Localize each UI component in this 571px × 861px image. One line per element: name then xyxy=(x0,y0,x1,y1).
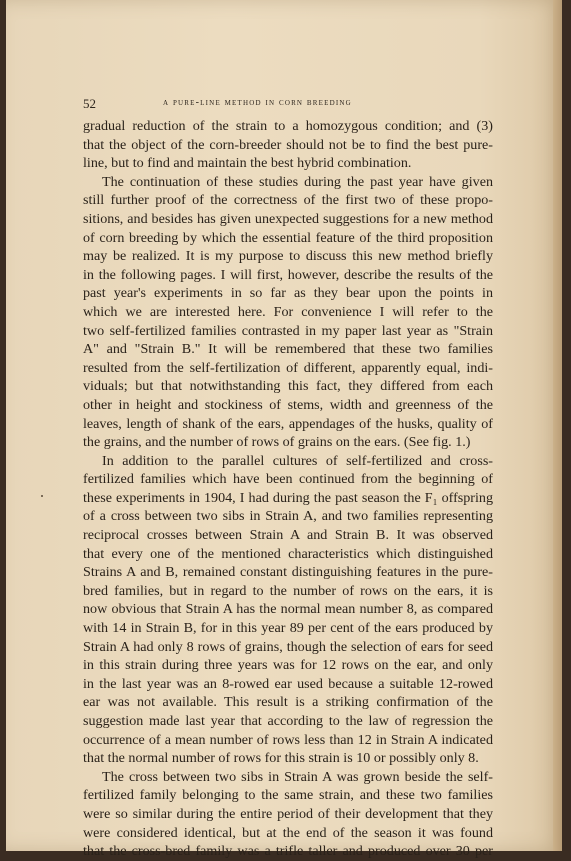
text-line: sitions, and besides has given unexpected suggestions for a new method xyxy=(83,210,493,227)
text-line: in the following pages. I will first, however, describe the results of the xyxy=(83,266,493,283)
page-header xyxy=(83,96,493,112)
paper-speck xyxy=(41,495,43,497)
text-line: that the normal number of rows for this strain is 10 or possibly only 8. xyxy=(83,750,479,767)
book-page xyxy=(6,0,562,860)
text-line: that every one of the mentioned characteristics which distinguished xyxy=(83,545,493,562)
text-line: of corn breeding by which the essential feature of the third proposition xyxy=(83,229,493,246)
text-line: Strain A had only 8 rows of grains, though the selection of ears for seed xyxy=(83,638,493,655)
text-line: bred families, but in regard to the number of rows on the ears, it is xyxy=(83,582,493,599)
text-line: still further proof of the correctness of the first two of these propo- xyxy=(83,192,493,209)
text-line: were so similar during the entire period of their development that they xyxy=(83,805,493,822)
text-line: which we are interested here. For convenience I will refer to the xyxy=(83,303,493,320)
text-line: leaves, length of shank of the ears, appendages of the husks, quality of xyxy=(83,415,493,432)
text-line: in the last year was an 8-rowed ear used because a suitable 12-rowed xyxy=(83,675,493,692)
text-line: fertilized family belonging to the same strain, and these two families xyxy=(83,787,493,804)
text-line: the grains, and the number of rows of grains on the ears. (See fig. 1.) xyxy=(83,434,471,451)
text-line: resulted from the self-fertilization of different, apparently equal, indi- xyxy=(83,359,493,376)
text-line: these experiments in 1904, I had during the past season the F₁ offspring xyxy=(83,489,493,506)
text-line: were considered identical, but at the end of the season it was found xyxy=(83,824,493,841)
running-head: a pure-line method in corn breeding xyxy=(163,97,352,108)
text-line: two self-fertilized families contrasted in my paper last year as "Strain xyxy=(83,322,493,339)
text-line: reciprocal crosses between Strain A and Strain B. It was observed xyxy=(83,527,493,544)
text-line: of a cross between two sibs in Strain A, and two families representing xyxy=(83,508,493,525)
text-line: that the cross-bred family was a trifle taller and produced over 30 per xyxy=(83,843,493,860)
text-line: suggestion made last year that according to the law of regression the xyxy=(83,713,493,729)
text-line: The cross between two sibs in Strain A was grown beside the self- xyxy=(102,768,493,785)
page-number: 52 xyxy=(83,96,96,111)
text-line: in this strain during three years was for 12 rows on the ear, and only xyxy=(83,657,493,674)
text-line: may be realized. It is my purpose to discuss this new method briefly xyxy=(83,248,493,265)
text-line: gradual reduction of the strain to a homozygous condition; and (3) xyxy=(83,118,493,134)
text-line: other in height and stockiness of stems, width and greenness of the xyxy=(83,396,493,413)
text-line: The continuation of these studies during the past year have given xyxy=(102,173,493,190)
text-line: A" and "Strain B." It will be remembered that these two families xyxy=(83,341,493,358)
text-line: that the object of the corn-breeder should not be to find the best pure- xyxy=(83,136,493,153)
text-line: viduals; but that notwithstanding this fact, they differed from each xyxy=(83,378,493,395)
text-line: now obvious that Strain A has the normal mean number 8, as compared xyxy=(83,601,493,618)
text-line: occurrence of a mean number of rows less than 12 in Strain A indicated xyxy=(83,731,493,748)
text-line: Strains A and B, remained constant distinguishing features in the pure- xyxy=(83,564,493,581)
text-line: with 14 in Strain B, for in this year 89 per cent of the ears produced by xyxy=(83,620,493,637)
text-line: line, but to find and maintain the best hybrid combination. xyxy=(83,155,412,172)
text-line: ear was not available. This result is a striking confirmation of the xyxy=(83,694,493,711)
text-line: In addition to the parallel cultures of self-fertilized and cross- xyxy=(102,452,493,469)
body-text xyxy=(83,117,493,861)
page-edge xyxy=(553,0,562,851)
text-line: fertilized families which have been continued from the beginning of xyxy=(83,471,493,488)
text-line: past year's experiments in so far as they bear upon the points in xyxy=(83,285,493,302)
